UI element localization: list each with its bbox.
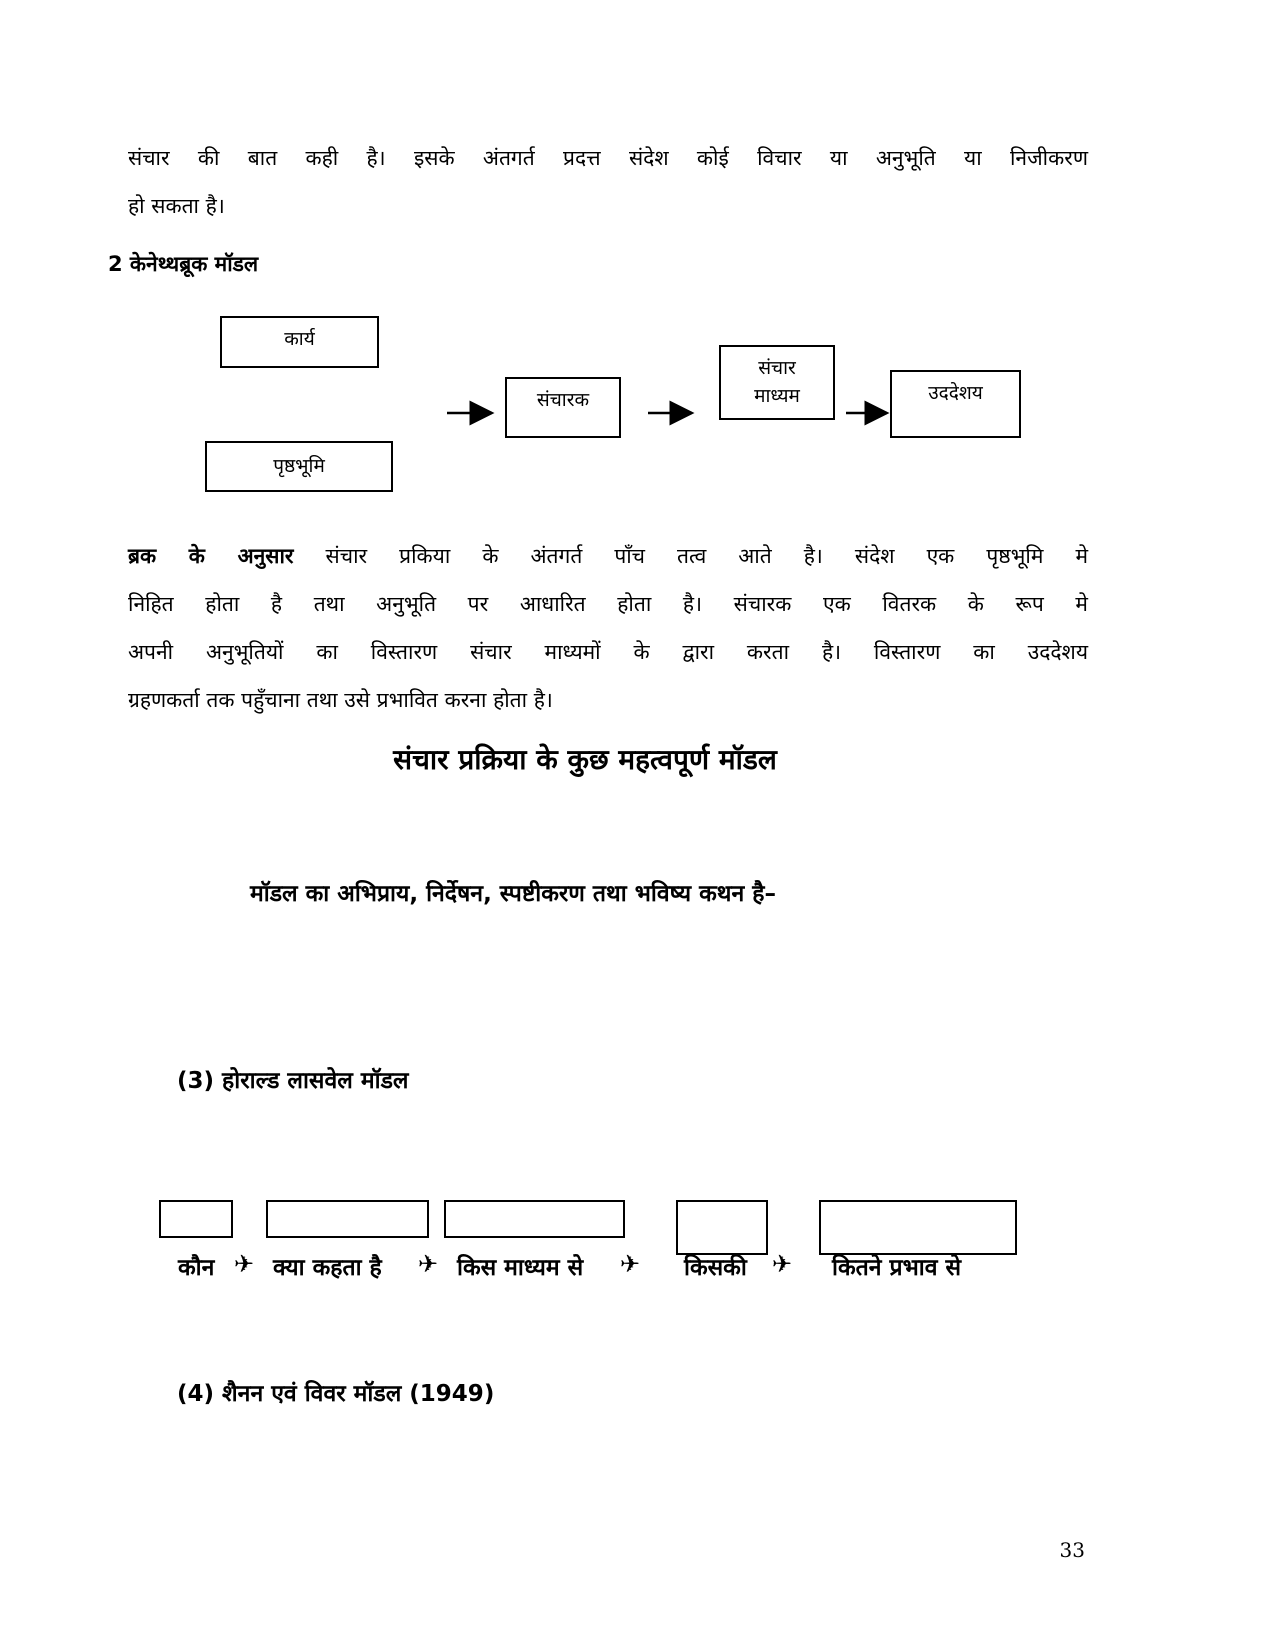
diagram-arrows: [0, 0, 1275, 520]
section3-heading: (3) होराल्ड लासवेल मॉडल: [177, 1068, 409, 1094]
intro-line-1: संचार की बात कही है। इसके अंतगर्त प्रदत्त संदेश कोई विचार या अनुभूति या निजीकरण: [128, 146, 1088, 170]
flow-arrow-1-icon: ✈: [234, 1250, 255, 1278]
bruk-paragraph: [128, 532, 1088, 724]
bruk-lead: ब्रक के अनुसार: [128, 544, 294, 568]
flow-label-kitne-prabhav-se: कितने प्रभाव से: [832, 1255, 962, 1281]
box-uddeshya-label: उददेशय: [928, 382, 983, 404]
box-sanchar-madhyam-label-2: माध्यम: [754, 385, 800, 407]
lasswell-box-2: [266, 1200, 429, 1238]
lasswell-box-4: [676, 1200, 768, 1255]
flow-label-kis-madhyam-se: किस माध्यम से: [457, 1255, 584, 1281]
flow-label-kya-kahta-hai: क्या कहता है: [273, 1255, 382, 1281]
flow-label-kaun: कौन: [178, 1255, 215, 1281]
box-sanchar-madhyam-label-1: संचार: [758, 357, 796, 379]
bruk-line-2: निहित होता है तथा अनुभूति पर आधारित होता है। संचारक एक वितरक के रूप मे: [128, 592, 1088, 616]
flow-arrow-4-icon: ✈: [772, 1250, 793, 1278]
flow-arrow-3-icon: ✈: [620, 1250, 641, 1278]
section2-heading: 2 केनेथ्थब्रूक मॉडल: [108, 252, 259, 276]
bruk-line-1: [128, 532, 1088, 580]
box-sancharak-label: संचारक: [536, 389, 590, 411]
intro-line-2: हो सकता है।: [128, 194, 225, 218]
lasswell-box-5: [819, 1200, 1017, 1255]
model-definition: मॉडल का अभिप्राय, निर्देषन, स्पष्टीकरण तथा भविष्य कथन है–: [250, 881, 776, 907]
bruk-line-3: अपनी अनुभूतियों का विस्तारण संचार माध्यमों के द्वारा करता है। विस्तारण का उददेशय: [128, 640, 1088, 664]
bruk-line-4: ग्रहणकर्ता तक पहुँचाना तथा उसे प्रभावित करना होता है।: [128, 688, 553, 712]
bruk-line-1-text: संचार प्रकिया के अंतगर्त पाँच तत्व आते है। संदेश एक पृष्ठभूमि मे: [293, 544, 1088, 568]
flow-arrow-2-icon: ✈: [418, 1250, 439, 1278]
page-number: 33: [1059, 1538, 1085, 1562]
lasswell-box-1: [159, 1200, 233, 1238]
main-heading: संचार प्रक्रिया के कुछ महत्वपूर्ण मॉडल: [393, 743, 777, 776]
lasswell-box-3: [444, 1200, 625, 1238]
box-prishthbhumi-label: पृष्ठभूमि: [273, 455, 325, 477]
flow-label-kiski: किसकी: [684, 1255, 747, 1281]
box-karya-label: कार्य: [284, 328, 315, 350]
section4-heading: (4) शैनन एवं विवर मॉडल (1949): [177, 1381, 495, 1407]
